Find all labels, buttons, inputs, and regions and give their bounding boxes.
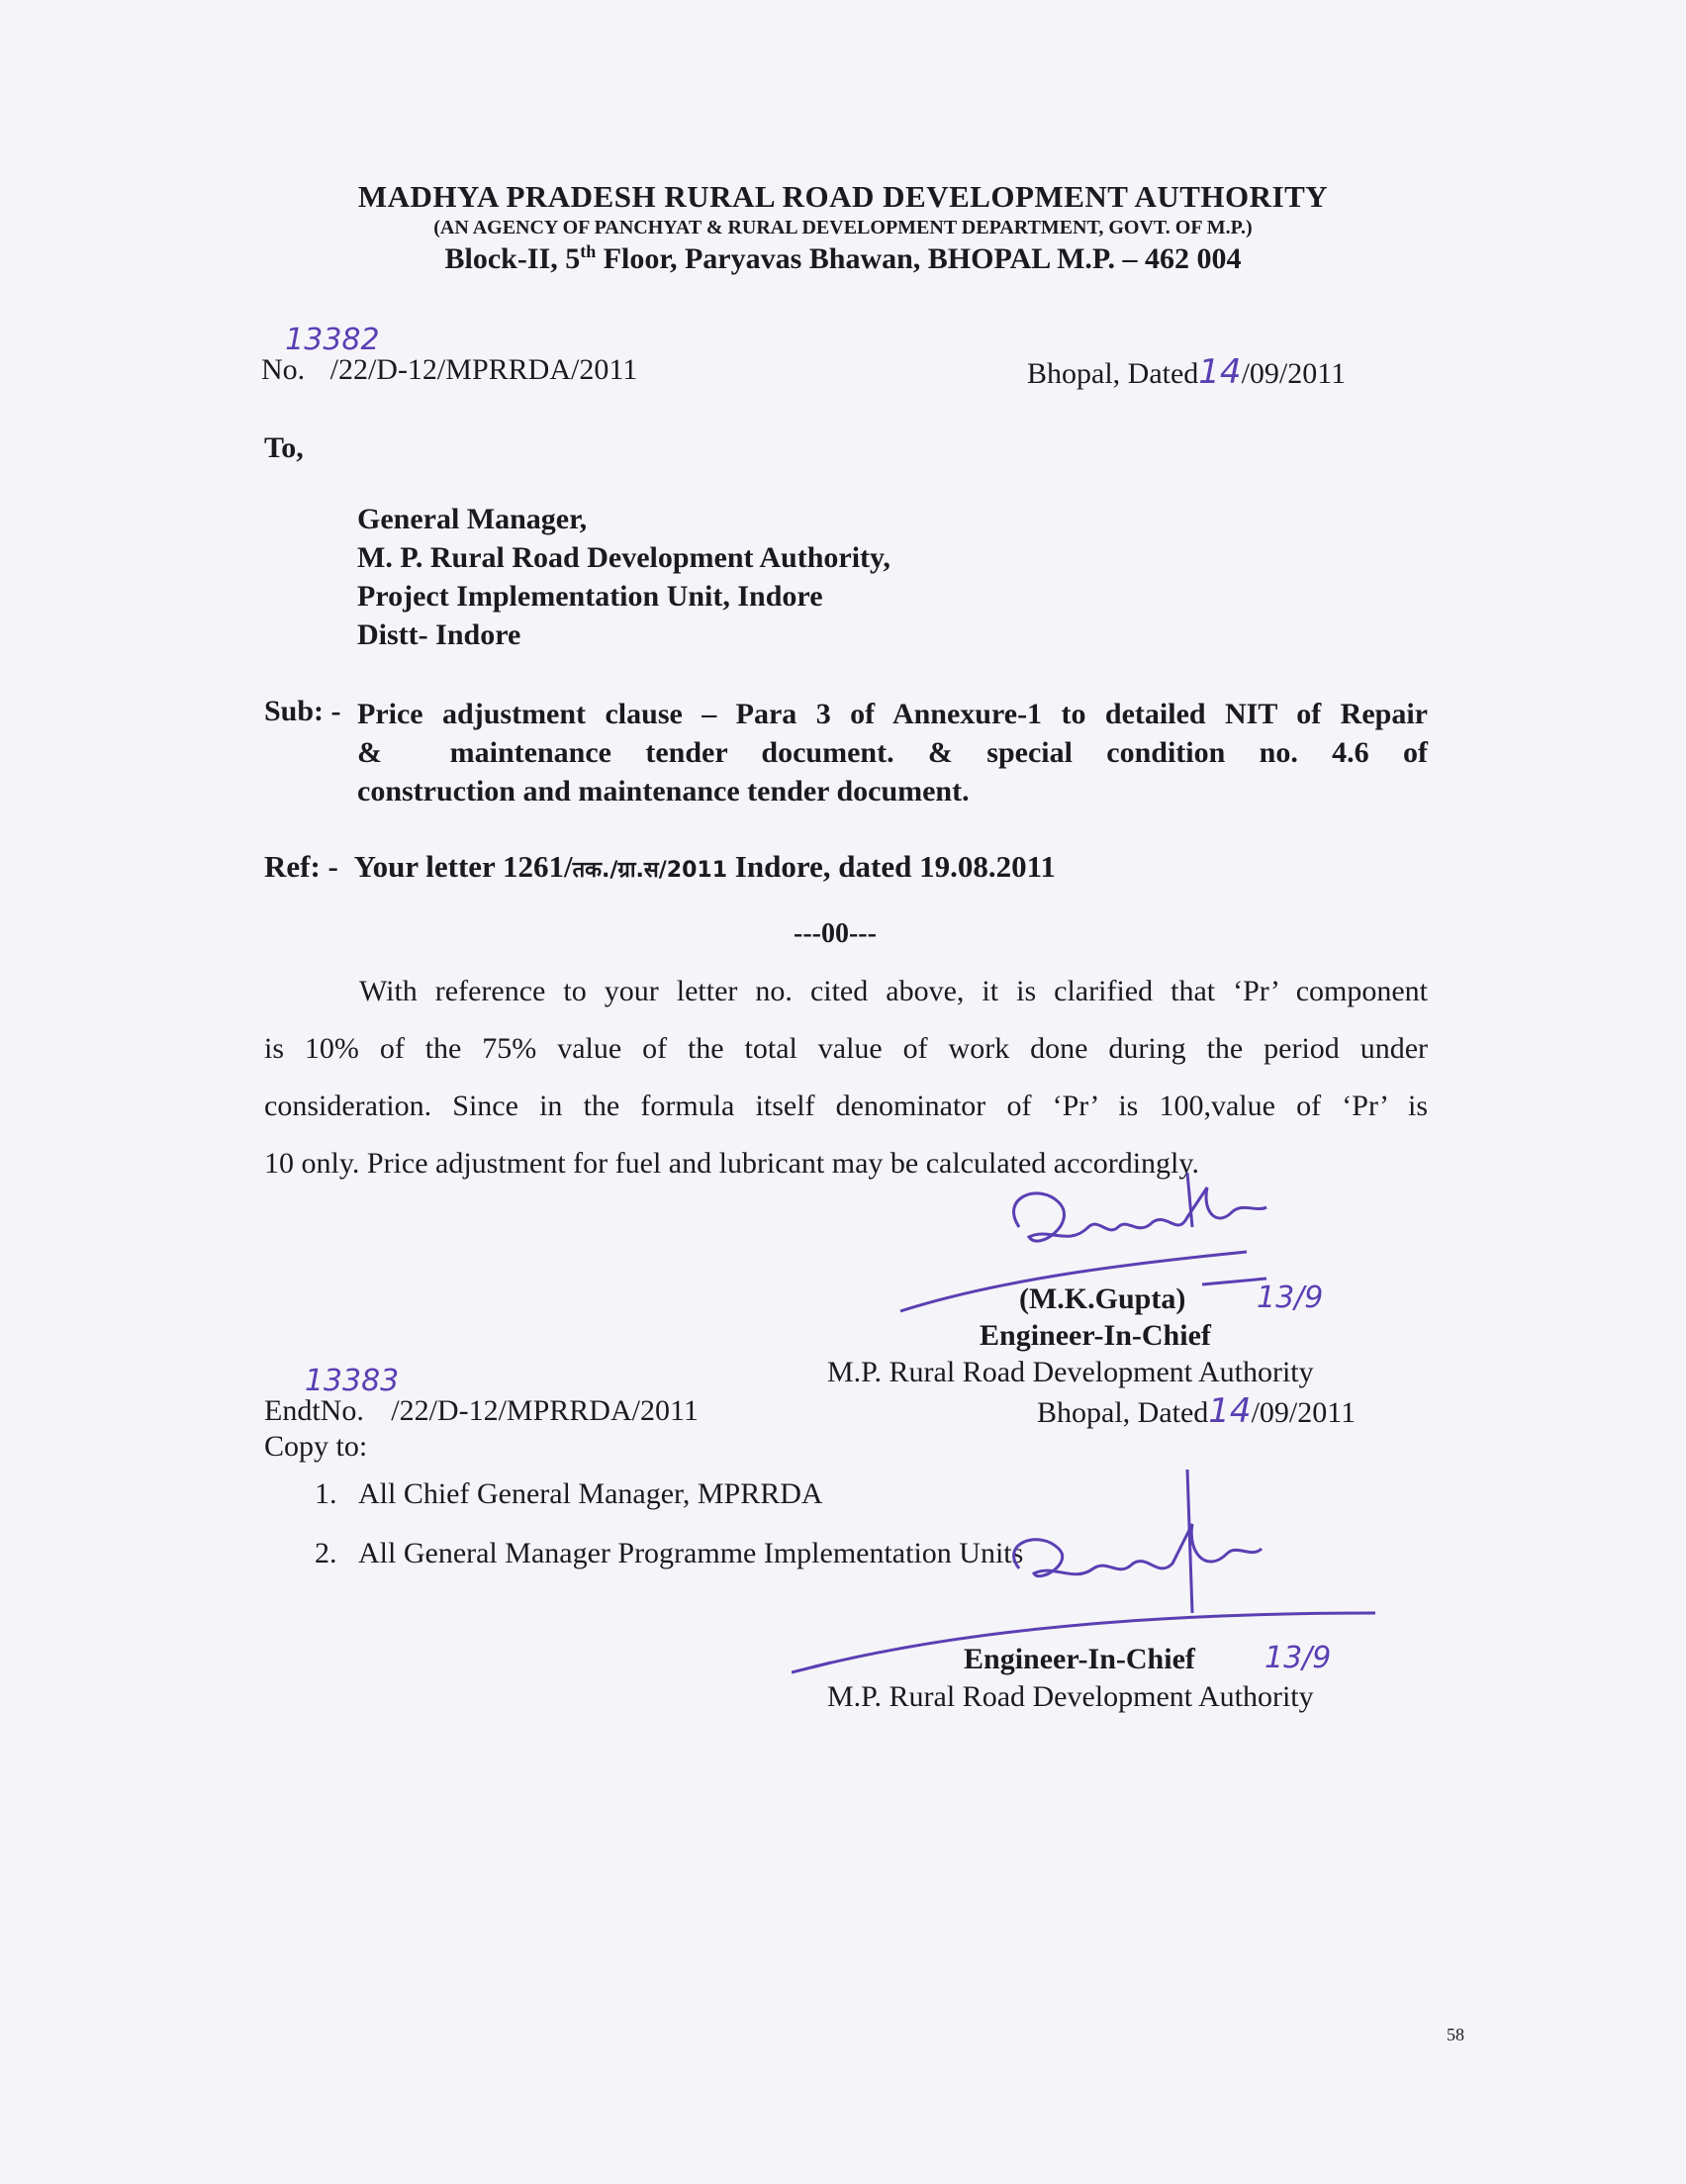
letter-date-prefix: Bhopal, Dated: [1027, 357, 1199, 390]
address-suffix: Floor, Paryavas Bhawan, BHOPAL M.P. – 462 004: [596, 242, 1242, 275]
body-line: 10 only. Price adjustment for fuel and lubricant may be calculated accordingly.: [264, 1147, 1199, 1180]
copy-list-num: 1.: [315, 1477, 337, 1510]
subject-line: & maintenance tender document. & special condition no. 4.6 of: [357, 736, 1428, 769]
separator: ---00---: [794, 918, 877, 949]
address-prefix: Block-II, 5: [444, 242, 581, 275]
signature-2-date: 13/9: [1264, 1641, 1332, 1675]
to-label: To,: [264, 431, 304, 464]
endorsement-date: [1037, 1391, 1356, 1431]
letter-date: [1027, 352, 1346, 392]
addressee-block: [357, 500, 890, 654]
copy-to-label: Copy to:: [264, 1430, 368, 1463]
letter-number: [261, 323, 638, 387]
endorsement-date-prefix: Bhopal, Dated: [1037, 1396, 1209, 1429]
page-number: 58: [1447, 2025, 1464, 2044]
endorsement-number-label: EndtNo.: [264, 1394, 364, 1427]
body-line: is 10% of the 75% value of the total value of work done during the period under: [264, 1032, 1428, 1065]
endorsement-number-handwritten: 13383: [304, 1364, 400, 1398]
letter-date-handwritten: 14: [1198, 352, 1242, 392]
addressee-line: M. P. Rural Road Development Authority,: [357, 541, 890, 574]
copy-list-num: 2.: [315, 1537, 337, 1569]
body-line: With reference to your letter no. cited above, it is clarified that ‘Pr’ component: [359, 975, 1428, 1007]
addressee-line: General Manager,: [357, 503, 588, 535]
signatory-name: (M.K.Gupta): [1019, 1282, 1186, 1315]
ref-text-a: Your letter 1261/: [353, 849, 573, 884]
address-line: [0, 241, 1686, 276]
ref-text-b: Indore, dated 19.08.2011: [727, 849, 1056, 884]
subject-label: Sub: -: [264, 695, 341, 727]
addressee-line: Distt- Indore: [357, 618, 521, 651]
subject-line: construction and maintenance tender document.: [357, 775, 970, 807]
letter-number-handwritten: 13382: [285, 323, 380, 357]
letter-number-suffix: /22/D-12/MPRRDA/2011: [329, 353, 638, 386]
organization-name: MADHYA PRADESH RURAL ROAD DEVELOPMENT AUTHORITY: [357, 179, 1329, 214]
copy-list-text: All Chief General Manager, MPRRDA: [358, 1477, 823, 1510]
signature-2-title: Engineer-In-Chief: [964, 1643, 1195, 1675]
address-sup: th: [580, 241, 597, 261]
letter-date-suffix: /09/2011: [1241, 357, 1347, 390]
signature-1-date: 13/9: [1257, 1281, 1324, 1315]
copy-list-text: All General Manager Programme Implementation Units: [358, 1537, 1024, 1569]
signature-2-org: M.P. Rural Road Development Authority: [827, 1680, 1314, 1713]
letter-number-label: No.: [261, 353, 306, 386]
subject-text: [357, 695, 1428, 810]
addressee-line: Project Implementation Unit, Indore: [357, 580, 823, 613]
agency-line: (AN AGENCY OF PANCHYAT & RURAL DEVELOPMENT DEPARTMENT, GOVT. OF M.P.): [433, 217, 1253, 238]
body-paragraph: [264, 963, 1428, 1192]
subject-line: Price adjustment clause – Para 3 of Annexure-1 to detailed NIT of Repair: [357, 698, 1428, 730]
ref-text-hindi: तक./ग्रा.स/2011: [572, 858, 728, 883]
ref-label: Ref: -: [264, 849, 338, 884]
endorsement-date-suffix: /09/2011: [1251, 1396, 1357, 1429]
signatory-org: M.P. Rural Road Development Authority: [827, 1356, 1314, 1388]
body-line: consideration. Since in the formula itself denominator of ‘Pr’ is 100,value of ‘Pr’ is: [264, 1090, 1428, 1122]
ref-line: [264, 849, 1056, 885]
signatory-title: Engineer-In-Chief: [980, 1319, 1211, 1352]
endorsement-number: [264, 1364, 699, 1428]
endorsement-number-suffix: /22/D-12/MPRRDA/2011: [391, 1394, 699, 1427]
endorsement-date-handwritten: 14: [1208, 1391, 1252, 1431]
